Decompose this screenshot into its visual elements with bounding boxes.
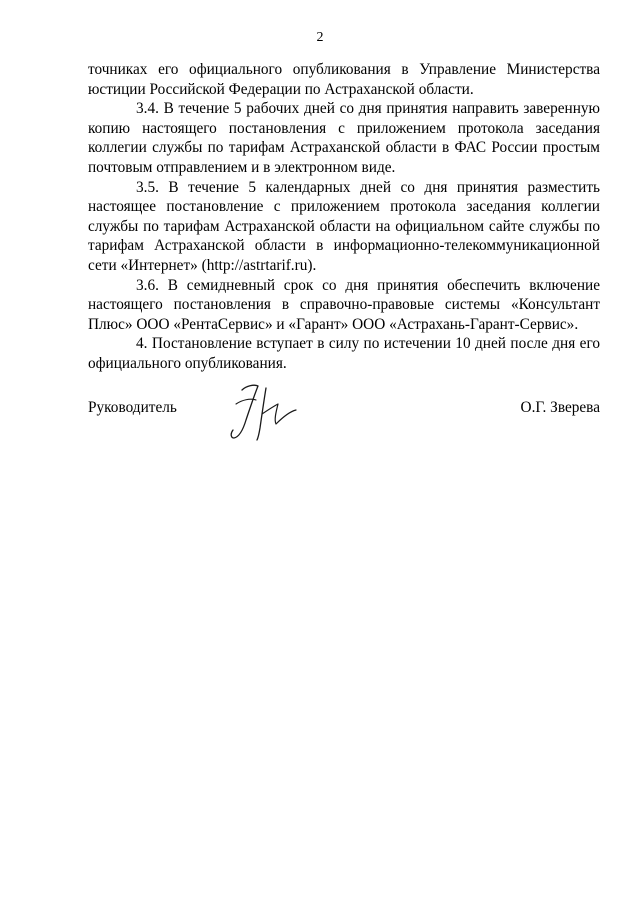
- handwritten-signature: [228, 380, 300, 442]
- paragraph-3-6: 3.6. В семидневный срок со дня принятия обеспечить включение настоящего постановления в справочно-правовые системы «Консультант Плюс» ООО «РентаСервис» и «Гарант» ООО «Астрахань-Гарант-Сервис».: [88, 276, 600, 333]
- paragraph-3-5: 3.5. В течение 5 календарных дней со дня принятия разместить настоящее постановление с приложением протокола заседания коллегии службы по тарифам Астраханской области на официальном сайте службы по тарифам Астраханской области в информационно-телекоммуникационной сети «Интернет» (http://astrtarif.ru).: [88, 178, 600, 274]
- paragraph-continuation: точниках его официального опубликования в Управление Министерства юстиции Российской Федерации по Астраханской области.: [88, 61, 600, 98]
- paragraph-4: 4. Постановление вступает в силу по истечении 10 дней после дня его официального опубликования.: [88, 335, 600, 372]
- signature-block: [88, 398, 600, 422]
- signer-position: Руководитель: [88, 399, 177, 416]
- signer-name: О.Г. Зверева: [520, 399, 600, 416]
- paragraph-3-4: 3.4. В течение 5 рабочих дней со дня принятия направить заверенную копию настоящего постановления с приложением протокола заседания коллегии службы по тарифам Астраханской области в ФАС России простым почтовым отправлением и в электронном виде.: [88, 100, 600, 176]
- page-number: 2: [316, 30, 324, 45]
- document-body: [88, 60, 600, 374]
